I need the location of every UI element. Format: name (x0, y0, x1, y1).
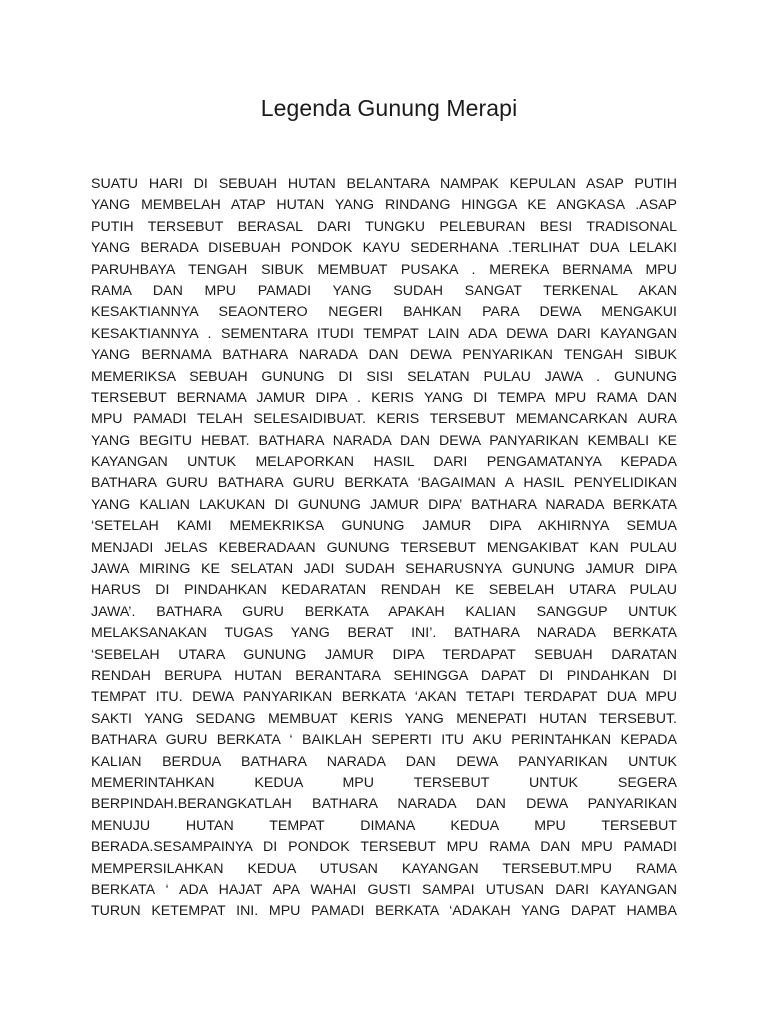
body-text-line: MEMERINTAHKAN KEDUA MPU TERSEBUT UNTUK SEGERA (91, 774, 677, 791)
body-text-line: BERKATA ‘ ADA HAJAT APA WAHAI GUSTI SAMPAI UTUSAN DARI KAYANGAN (91, 881, 677, 898)
document-body (91, 174, 677, 923)
body-text-line: JAWA MIRING KE SELATAN JADI SUDAH SEHARUSNYA GUNUNG JAMUR DIPA (91, 561, 677, 578)
body-text-line: MENJADI JELAS KEBERADAAN GUNUNG TERSEBUT MENGAKIBAT KAN PULAU (91, 539, 677, 556)
body-text-line: MEMPERSILAHKAN KEDUA UTUSAN KAYANGAN TERSEBUT.MPU RAMA (91, 860, 677, 877)
body-text-line: BERPINDAH.BERANGKATLAH BATHARA NARADA DAN DEWA PANYARIKAN (91, 796, 677, 813)
body-text-line: YANG BERADA DISEBUAH PONDOK KAYU SEDERHANA .TERLIHAT DUA LELAKI (91, 240, 677, 257)
body-text-line: ‘SEBELAH UTARA GUNUNG JAMUR DIPA TERDAPAT SEBUAH DARATAN (91, 646, 677, 663)
body-text-line: KESAKTIANNYA SEAONTERO NEGERI BAHKAN PARA DEWA MENGAKUI (91, 304, 677, 321)
body-text-line: MENUJU HUTAN TEMPAT DIMANA KEDUA MPU TERSEBUT (91, 817, 677, 834)
body-text-line: MEMERIKSA SEBUAH GUNUNG DI SISI SELATAN PULAU JAWA . GUNUNG (91, 368, 677, 385)
body-text-line: BERADA.SESAMPAINYA DI PONDOK TERSEBUT MPU RAMA DAN MPU PAMADI (91, 839, 677, 856)
body-text-line: BATHARA GURU BATHARA GURU BERKATA ‘BAGAIMAN A HASIL PENYELIDIKAN (91, 475, 677, 492)
body-text-line: JAWA’. BATHARA GURU BERKATA APAKAH KALIAN SANGGUP UNTUK (91, 603, 677, 620)
body-text-line: PUTIH TERSEBUT BERASAL DARI TUNGKU PELEBURAN BESI TRADISONAL (91, 218, 677, 235)
body-text-line: YANG MEMBELAH ATAP HUTAN YANG RINDANG HINGGA KE ANGKASA .ASAP (91, 197, 677, 214)
body-text-line: HARUS DI PINDAHKAN KEDARATAN RENDAH KE SEBELAH UTARA PULAU (91, 582, 677, 599)
body-text-line: YANG BERNAMA BATHARA NARADA DAN DEWA PENYARIKAN TENGAH SIBUK (91, 347, 677, 364)
body-text-line: YANG BEGITU HEBAT. BATHARA NARADA DAN DEWA PANYARIKAN KEMBALI KE (91, 432, 677, 449)
body-text-line: SUATU HARI DI SEBUAH HUTAN BELANTARA NAMPAK KEPULAN ASAP PUTIH (91, 176, 677, 192)
body-text-line: SAKTI YANG SEDANG MEMBUAT KERIS YANG MENEPATI HUTAN TERSEBUT. (91, 710, 677, 727)
body-text-line: ‘SETELAH KAMI MEMEKRIKSA GUNUNG JAMUR DIPA AKHIRNYA SEMUA (91, 518, 677, 535)
body-text-line: RAMA DAN MPU PAMADI YANG SUDAH SANGAT TERKENAL AKAN (91, 282, 677, 299)
body-text-line: TERSEBUT BERNAMA JAMUR DIPA . KERIS YANG DI TEMPA MPU RAMA DAN (91, 389, 677, 406)
body-text-line: TEMPAT ITU. DEWA PANYARIKAN BERKATA ‘AKAN TETAPI TERDAPAT DUA MPU (91, 689, 677, 706)
body-text-line: KALIAN BERDUA BATHARA NARADA DAN DEWA PANYARIKAN UNTUK (91, 753, 677, 770)
body-text-line: MPU PAMADI TELAH SELESAIDIBUAT. KERIS TERSEBUT MEMANCARKAN AURA (91, 411, 677, 428)
body-text-line: RENDAH BERUPA HUTAN BERANTARA SEHINGGA DAPAT DI PINDAHKAN DI (91, 667, 677, 684)
body-text-line: PARUHBAYA TENGAH SIBUK MEMBUAT PUSAKA . MEREKA BERNAMA MPU (91, 261, 677, 278)
body-text-line: TURUN KETEMPAT INI. MPU PAMADI BERKATA ‘ADAKAH YANG DAPAT HAMBA (91, 903, 677, 920)
body-text-line: YANG KALIAN LAKUKAN DI GUNUNG JAMUR DIPA’ BATHARA NARADA BERKATA (91, 496, 677, 513)
body-text-line: KAYANGAN UNTUK MELAPORKAN HASIL DARI PENGAMATANYA KEPADA (91, 454, 677, 471)
document-title: Legenda Gunung Merapi (260, 95, 518, 121)
body-text-line: KESAKTIANNYA . SEMENTARA ITUDI TEMPAT LAIN ADA DEWA DARI KAYANGAN (91, 325, 677, 342)
body-text-line: BATHARA GURU BERKATA ‘ BAIKLAH SEPERTI ITU AKU PERINTAHKAN KEPADA (91, 732, 677, 749)
body-text-line: MELAKSANAKAN TUGAS YANG BERAT INI’. BATHARA NARADA BERKATA (91, 625, 677, 642)
